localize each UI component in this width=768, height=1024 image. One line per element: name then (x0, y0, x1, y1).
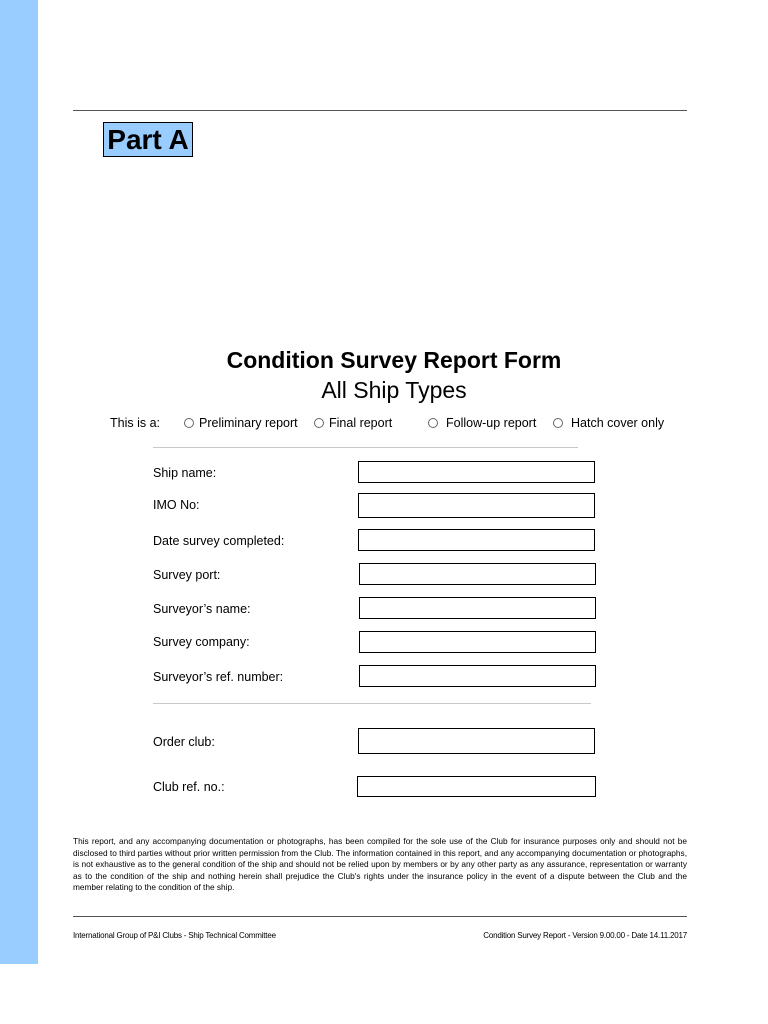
imo-no-label: IMO No: (153, 498, 200, 512)
form-title: Condition Survey Report Form (226, 347, 562, 373)
surveyor-name-field[interactable] (359, 597, 596, 619)
radio-label: Final report (329, 416, 393, 430)
report-type-lead: This is a: (110, 416, 161, 430)
footer-left-text: International Group of P&I Clubs - Ship Technical Committee (73, 931, 276, 940)
club-ref-no-field[interactable] (357, 776, 596, 797)
ship-name-label: Ship name: (153, 466, 217, 480)
radio-button-icon[interactable] (553, 418, 563, 428)
form-subtitle: All Ship Types (321, 377, 467, 403)
section-divider (153, 447, 578, 448)
part-label: Part A (103, 122, 193, 157)
footer-divider (73, 916, 687, 917)
club-ref-no-label: Club ref. no.: (153, 780, 225, 794)
date-survey-completed-label: Date survey completed: (153, 534, 285, 548)
side-color-bar (0, 0, 38, 964)
survey-company-field[interactable] (359, 631, 596, 653)
radio-button-icon[interactable] (184, 418, 194, 428)
disclaimer-text: This report, and any accompanying documentation or photographs, has been compiled for the sole use of the Club for insurance purposes only and should not be disclosed to third parties without prior written permission from the Club. The information contained in this report, and any accompanying documentation or photographs, is not exhaustive as to the general condition of the ship and should not be relied upon by members or by any other party as any assurance, representation or warranty as to the condition of the ship and nothing herein shall prejudice the Club's rights under the insurance policy in the event of a dispute between the Club and the member relating to the condition of the ship. (73, 836, 687, 893)
survey-company-label: Survey company: (153, 635, 250, 649)
ship-name-field[interactable] (358, 461, 595, 483)
radio-hatch-cover-only[interactable] (553, 416, 664, 430)
imo-no-field[interactable] (358, 493, 595, 518)
footer-right-text: Condition Survey Report - Version 9.00.00 - Date 14.11.2017 (483, 931, 687, 940)
order-club-label: Order club: (153, 735, 215, 749)
section-divider (153, 703, 591, 704)
date-survey-completed-field[interactable] (358, 529, 595, 551)
header-divider (73, 110, 687, 111)
radio-follow-up-report[interactable] (428, 416, 536, 430)
radio-preliminary-report[interactable] (184, 416, 298, 430)
survey-port-field[interactable] (359, 563, 596, 585)
radio-final-report[interactable] (314, 416, 392, 430)
survey-port-label: Survey port: (153, 568, 221, 582)
order-club-field[interactable] (358, 728, 595, 754)
radio-button-icon[interactable] (428, 418, 438, 428)
radio-label: Hatch cover only (571, 416, 665, 430)
surveyor-ref-number-label: Surveyor’s ref. number: (153, 670, 284, 684)
surveyor-ref-number-field[interactable] (359, 665, 596, 687)
radio-label: Preliminary report (199, 416, 298, 430)
radio-button-icon[interactable] (314, 418, 324, 428)
surveyor-name-label: Surveyor’s name: (153, 602, 251, 616)
report-type-row (0, 416, 768, 434)
radio-label: Follow-up report (446, 416, 537, 430)
